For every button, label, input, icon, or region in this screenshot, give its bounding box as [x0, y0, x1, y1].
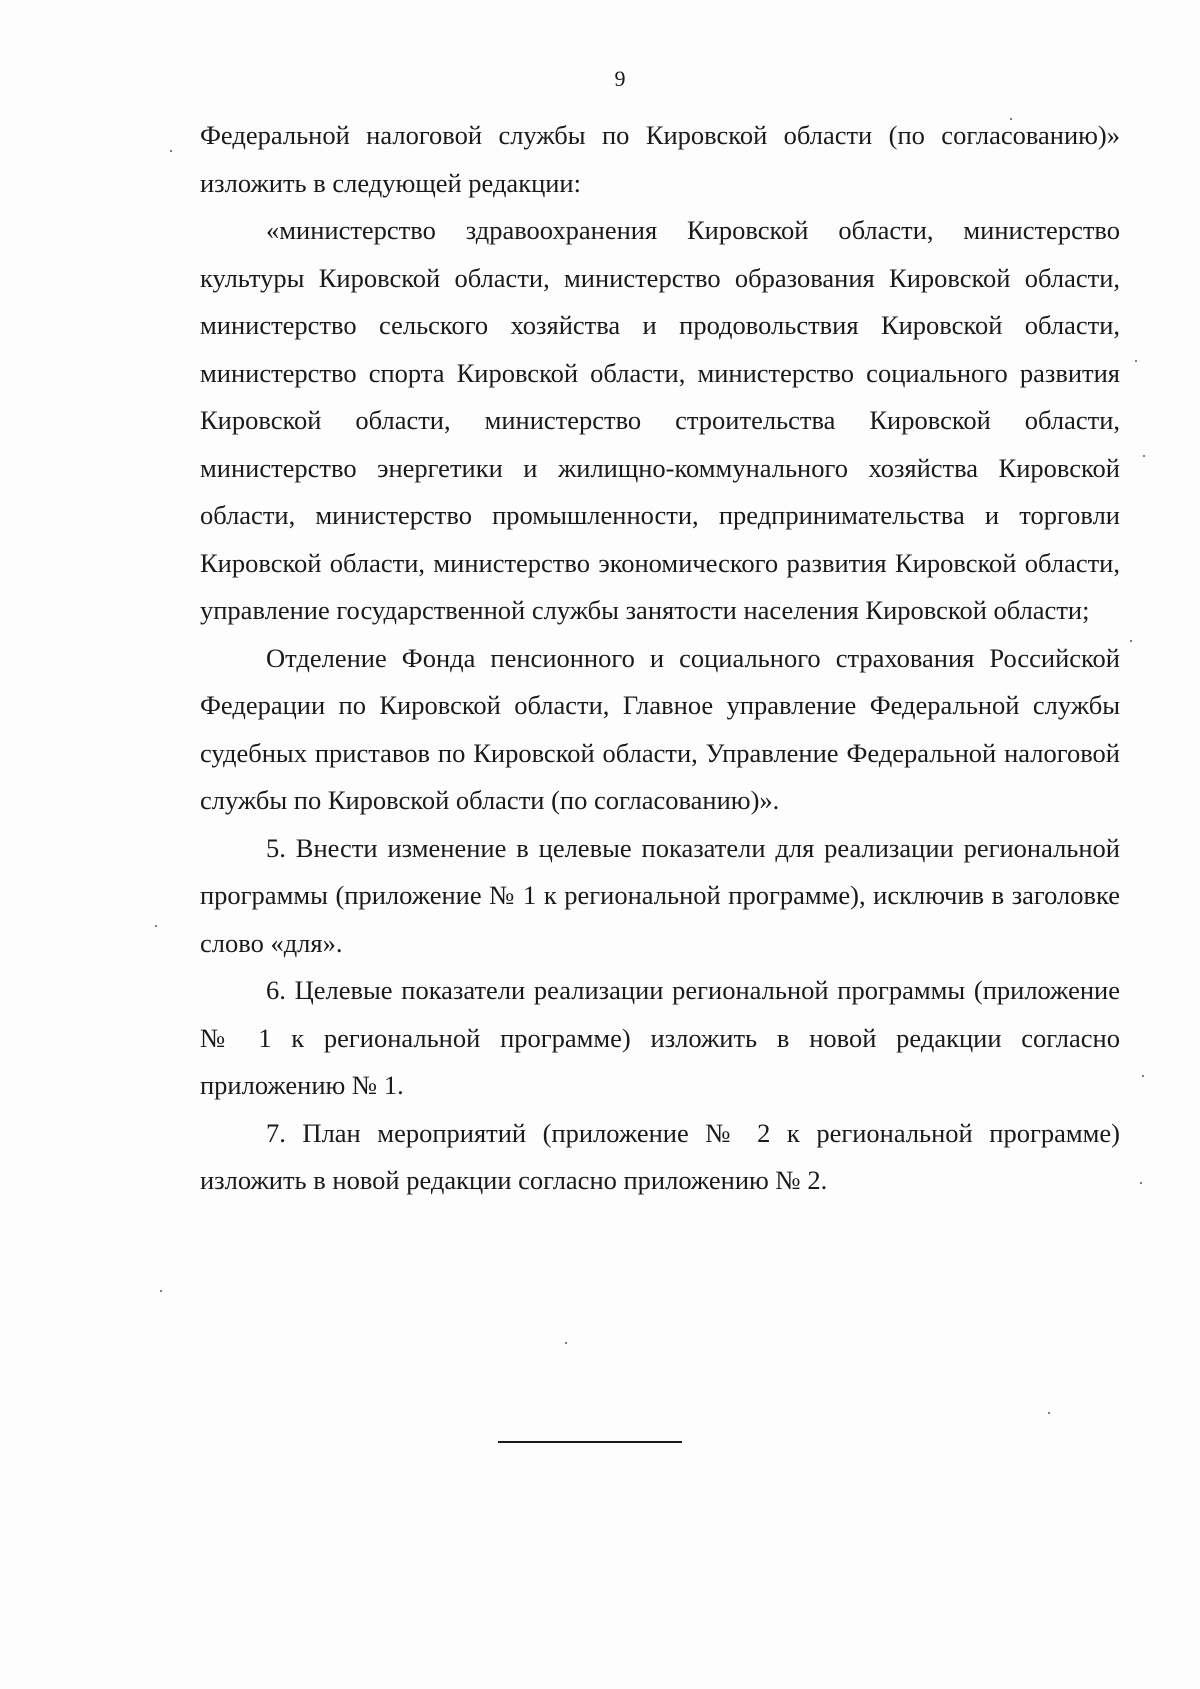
scan-speck: [1142, 1075, 1144, 1077]
scan-speck: [1048, 1412, 1050, 1414]
scan-speck: [1130, 640, 1132, 642]
scan-speck: [160, 1290, 162, 1292]
scan-speck: [155, 925, 157, 927]
paragraph-agencies-list: Отделение Фонда пенсионного и социального страхования Российской Федерации по Кировской области, Главное управление Федеральной службы судебных приставов по Кировской области, Управление Федеральной налоговой службы по Кировской области (по согласованию)».: [200, 642, 1120, 815]
document-body: [200, 112, 1120, 1205]
paragraph-item-5: 5. Внести изменение в целевые показатели для реализации региональной программы (приложение № 1 к региональной программе), исключив в заголовке слово «для».: [200, 832, 1120, 958]
paragraph-item-6: 6. Целевые показатели реализации региональной программы (приложение № 1 к региональной программе) изложить в новой редакции согласно приложению № 1.: [200, 975, 1120, 1100]
scan-speck: [1135, 360, 1137, 362]
scan-speck: [1010, 118, 1012, 120]
scan-speck: [1140, 1182, 1142, 1184]
closing-separator-line: [498, 1441, 682, 1443]
paragraph-ministries-list: «министерство здравоохранения Кировской области, министерство культуры Кировской области, министерство образования Кировской области, министерство сельского хозяйства и продовольствия Кировской области, министерство спорта Кировской области, министерство социального развития Кировской области, министерство строительства Кировской области, министерство энергетики и жилищно-коммунального хозяйства Кировской области, министерство промышленности, предпринимательства и торговли Кировской области, министерство экономического развития Кировской области, управление государственной службы занятости населения Кировской области;: [200, 215, 1120, 625]
page-number: 9: [614, 66, 626, 91]
paragraph-item-7: 7. План мероприятий (приложение № 2 к региональной программе) изложить в новой редакции согласно приложению № 2.: [200, 1117, 1120, 1195]
paragraph-continuation: Федеральной налоговой службы по Кировской области (по согласованию)» изложить в следующей редакции:: [200, 120, 1120, 198]
scan-speck: [170, 150, 172, 152]
scan-speck: [1143, 455, 1145, 457]
scan-speck: [565, 1342, 567, 1344]
